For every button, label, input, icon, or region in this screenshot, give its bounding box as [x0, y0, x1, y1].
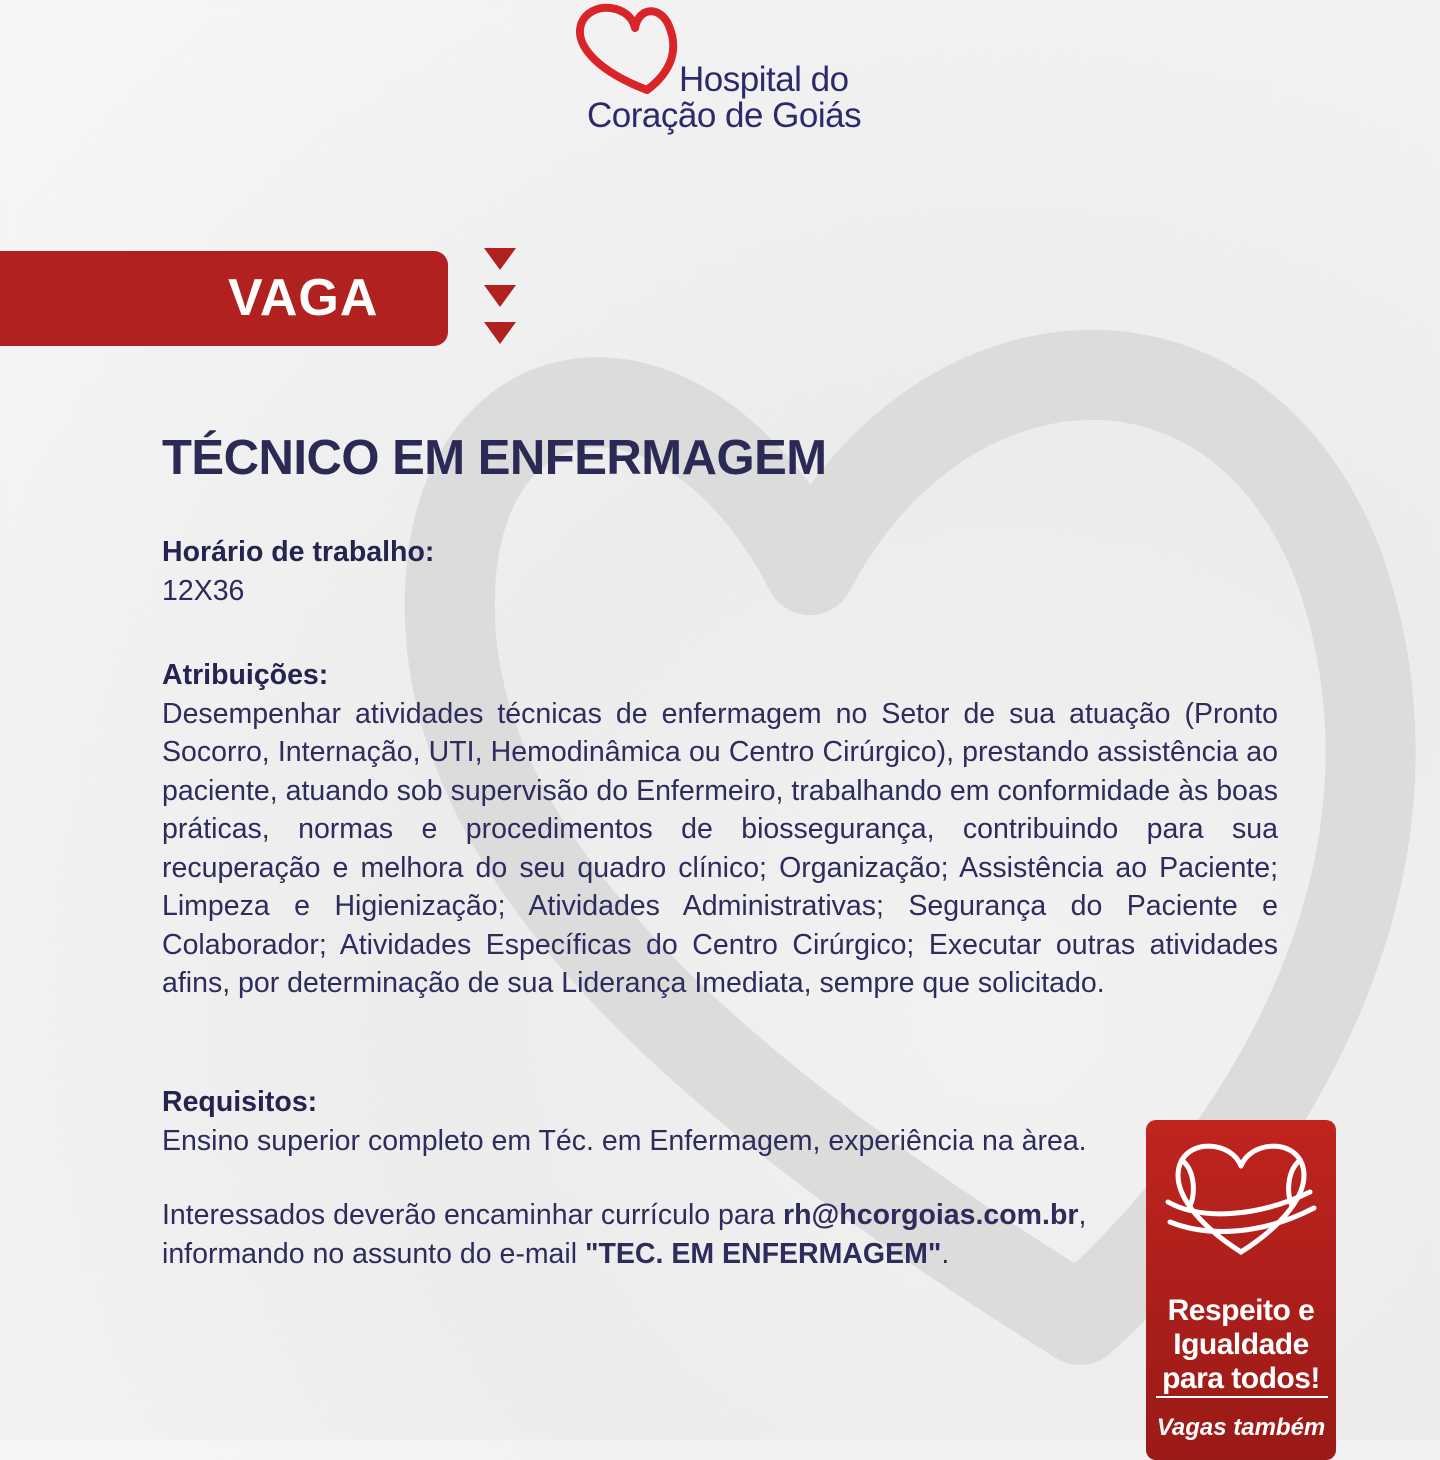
apply-prefix: Interessados deverão encaminhar currículo para	[162, 1199, 784, 1231]
badge-line3: para todos!	[1162, 1362, 1320, 1395]
logo-name-line1: Hospital do	[679, 60, 849, 99]
duties-text: Desempenhar atividades técnicas de enfermagem no Setor de sua atuação (Pronto Socorro, Internação, UTI, Hemodinâmica ou Centro Cirúrgico), prestando assistência ao paciente, atuando sob supervisão do Enfermeiro, trabalhando em conformidade às boas práticas, normas e procedimentos de biossegurança, contribuindo para sua recuperação e melhora do seu quadro clínico; Organização; Assistência ao Paciente; Limpeza e Higienização; Atividades Administrativas; Segurança do Paciente e Colaborador; Atividades Específicas do Centro Cirúrgico; Executar outras atividades afins, por determinação de sua Liderança Imediata, sempre que solicitado.	[162, 697, 1278, 999]
apply-line2	[162, 1235, 1152, 1274]
requirements-section	[162, 1083, 1278, 1160]
requirements-heading: Requisitos:	[162, 1086, 318, 1118]
duties-section	[162, 656, 1278, 1003]
chevron-down-icon	[482, 248, 518, 352]
logo-name-line2: Coração de Goiás	[587, 96, 862, 135]
respect-badge	[1146, 1120, 1336, 1460]
duties-heading: Atribuições:	[162, 659, 329, 691]
schedule-value: 12X36	[162, 574, 245, 607]
apply-section	[162, 1196, 1152, 1273]
apply-subject: "TEC. EM ENFERMAGEM"	[585, 1237, 942, 1270]
schedule-section	[162, 533, 1278, 610]
vaga-banner	[0, 251, 448, 346]
apply-email[interactable]: rh@hcorgoias.com.br	[783, 1199, 1079, 1231]
hug-heart-icon	[1160, 1134, 1322, 1284]
badge-slogan	[1146, 1294, 1336, 1396]
hospital-logo	[575, 0, 875, 140]
badge-line1: Respeito e	[1167, 1294, 1315, 1327]
badge-divider	[1156, 1396, 1328, 1398]
apply-comma: ,	[1078, 1199, 1087, 1231]
apply-line1	[162, 1196, 1152, 1235]
heart-logo-icon	[575, 0, 685, 100]
badge-line2: Igualdade	[1173, 1328, 1309, 1361]
schedule-heading: Horário de trabalho:	[162, 536, 435, 568]
apply-end: .	[941, 1237, 950, 1270]
job-title: TÉCNICO EM ENFERMAGEM	[162, 431, 827, 485]
requirements-text: Ensino superior completo em Téc. em Enfermagem, experiência na àrea.	[162, 1124, 1087, 1157]
vaga-label: VAGA	[228, 269, 379, 327]
apply-middle: informando no assunto do e-mail	[162, 1237, 585, 1270]
badge-footer: Vagas também	[1156, 1414, 1326, 1441]
